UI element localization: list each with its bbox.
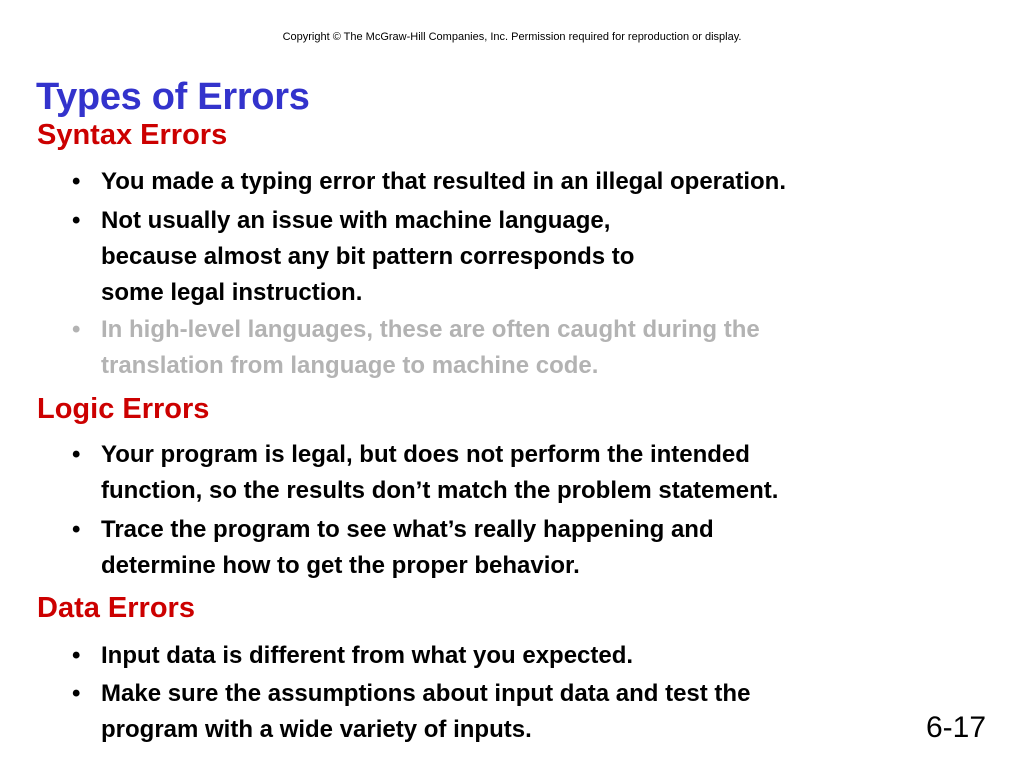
bullet-text: Make sure the assumptions about input data and test the program with a wide variety of inputs. (101, 680, 751, 743)
bullet-icon: • (72, 207, 81, 234)
bullet-text: Your program is legal, but does not perform the intended function, so the results don’t match the problem statement. (101, 441, 779, 504)
bullet-text: You made a typing error that resulted in an illegal operation. (101, 168, 787, 195)
bullet-text: Not usually an issue with machine language, because almost any bit pattern corresponds to some legal instruction. (101, 207, 635, 306)
section-heading-syntax-errors: Syntax Errors (37, 119, 228, 151)
section-heading-logic-errors: Logic Errors (37, 393, 210, 425)
bullet-text: In high-level languages, these are often caught during the translation from language to machine code. (101, 316, 760, 379)
bullet-text: Input data is different from what you expected. (101, 642, 634, 669)
bullet-item (72, 638, 932, 674)
page-number: 6-17 (925, 711, 986, 744)
bullet-item (72, 203, 932, 311)
bullet-icon: • (72, 642, 81, 669)
bullet-icon: • (72, 680, 81, 707)
copyright-notice: Copyright © The McGraw-Hill Companies, Inc. Permission required for reproduction or display. (282, 31, 742, 43)
bullet-icon: • (72, 516, 81, 543)
bullet-item-dimmed (72, 312, 932, 384)
bullet-icon: • (72, 441, 81, 468)
bullet-text: Trace the program to see what’s really happening and determine how to get the proper behavior. (101, 516, 714, 579)
bullet-icon: • (72, 316, 81, 343)
bullet-item (72, 164, 932, 200)
bullet-item (72, 512, 932, 584)
slide-title: Types of Errors (36, 76, 310, 118)
section-heading-data-errors: Data Errors (37, 592, 195, 624)
bullet-item (72, 676, 932, 748)
bullet-icon: • (72, 168, 81, 195)
bullet-item (72, 437, 932, 509)
